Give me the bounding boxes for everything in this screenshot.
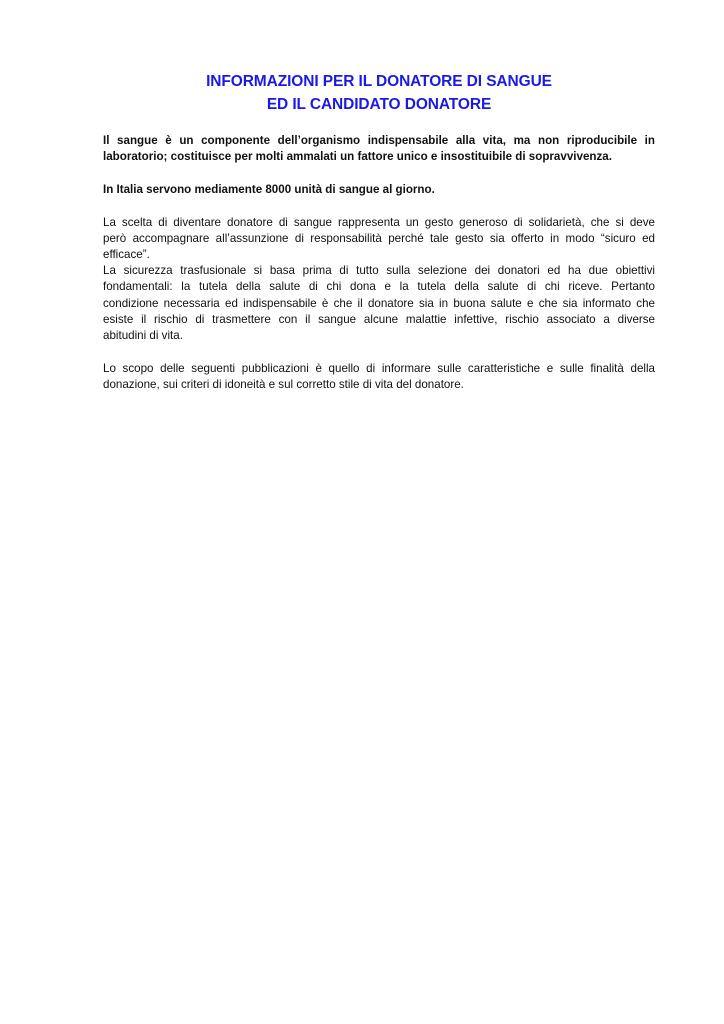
safety-line-3: condizione necessaria ed indispensabile è che il donatore sia in buona salute e che sia informato che xyxy=(103,296,655,310)
safety-line-5: abitudini di vita. xyxy=(103,329,183,343)
donor-choice-line-3: efficace”. xyxy=(103,248,150,262)
purpose-line-1: Lo scopo delle seguenti pubblicazioni è quello di informare sulle caratteristiche e sulle finalità della xyxy=(103,361,655,375)
document-body xyxy=(103,133,655,410)
publication-purpose-paragraph xyxy=(103,361,655,393)
document-title xyxy=(103,70,655,116)
intro-paragraph xyxy=(103,133,655,165)
safety-line-4: esiste il rischio di trasmettere con il sangue alcune malattie infettive, rischio associato a diverse xyxy=(103,312,655,326)
safety-line-2: fondamentali: la tutela della salute di chi dona e la tutela della salute di chi riceve. Pertanto xyxy=(103,280,655,294)
donor-choice-line-2: però accompagnare all’assunzione di responsabilità perché tale gesto sia offerto in modo “sicuro ed xyxy=(103,231,655,245)
daily-need-text: In Italia servono mediamente 8000 unità di sangue al giorno. xyxy=(103,182,435,196)
intro-line-1: Il sangue è un componente dell’organismo indispensabile alla vita, ma non riproducibile in xyxy=(103,134,655,147)
safety-line-1: La sicurezza trasfusionale si basa prima di tutto sulla selezione dei donatori ed ha due obiettivi xyxy=(103,264,655,278)
transfusion-safety-paragraph xyxy=(103,263,655,344)
title-line-2: ED IL CANDIDATO DONATORE xyxy=(266,96,492,113)
donor-choice-paragraph xyxy=(103,215,655,264)
title-line-1: INFORMAZIONI PER IL DONATORE DI SANGUE xyxy=(206,73,552,90)
daily-need-paragraph xyxy=(103,182,655,198)
purpose-line-2: donazione, sui criteri di idoneità e sul corretto stile di vita del donatore. xyxy=(103,377,464,391)
donor-choice-line-1: La scelta di diventare donatore di sangue rappresenta un gesto generoso di solidarietà, che si deve xyxy=(103,215,655,229)
intro-line-2: laboratorio; costituisce per molti ammalati un fattore unico e insostituibile di sopravvivenza. xyxy=(103,150,612,164)
